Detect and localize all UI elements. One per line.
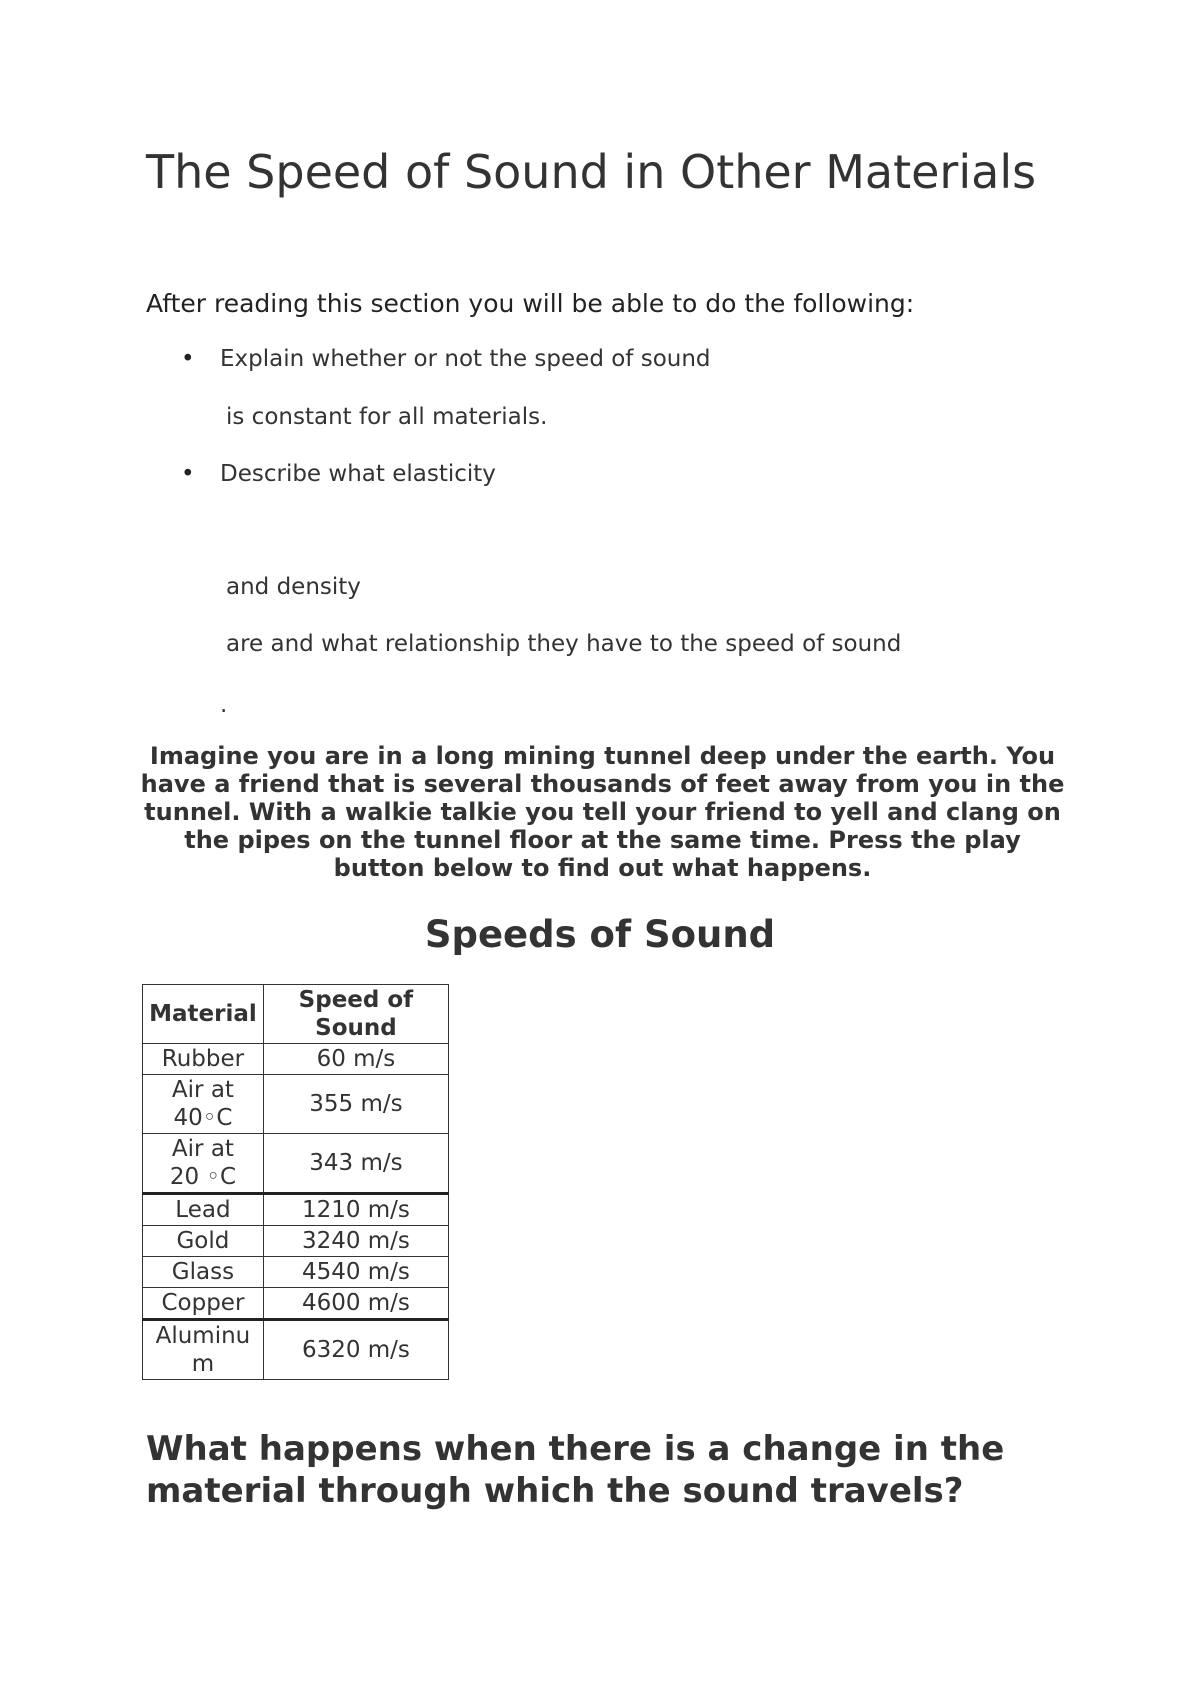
material-cell: [143, 1320, 264, 1380]
material-cell: Rubber: [143, 1044, 264, 1075]
speed-cell: 4540 m/s: [263, 1257, 448, 1288]
table-row: [143, 1257, 449, 1288]
page-title: The Speed of Sound in Other Materials: [146, 145, 1037, 199]
material-cell: Gold: [143, 1226, 264, 1257]
trailing-period: .: [220, 692, 228, 718]
table-row: [143, 1226, 449, 1257]
table-row: [143, 1075, 449, 1134]
material-cell: [143, 1134, 264, 1194]
table-row: [143, 1320, 449, 1380]
speed-cell: 4600 m/s: [263, 1288, 448, 1320]
bullet-continuation: and density: [226, 574, 361, 600]
material-label: Air at 20 ◦C: [169, 1136, 237, 1190]
bullet-continuation: are and what relationship they have to the speed of sound: [226, 631, 902, 657]
table-row: [143, 1288, 449, 1320]
speed-cell: 1210 m/s: [263, 1194, 448, 1226]
material-cell: Glass: [143, 1257, 264, 1288]
intro-text: After reading this section you will be able to do the following:: [146, 289, 915, 318]
bullet-item: Explain whether or not the speed of sound: [220, 346, 711, 372]
material-cell: Lead: [143, 1194, 264, 1226]
table-row: [143, 1194, 449, 1226]
table-row: [143, 1134, 449, 1194]
section-question: What happens when there is a change in the material through which the sound travels?: [146, 1429, 1005, 1511]
header-speed-label: Speed of Sound: [298, 987, 414, 1041]
speed-cell: 355 m/s: [263, 1075, 448, 1134]
table-header-row: [143, 985, 449, 1044]
material-label: Air at 40◦C: [171, 1077, 234, 1131]
speed-cell: 6320 m/s: [263, 1320, 448, 1380]
bullet-item: Describe what elasticity: [220, 461, 496, 487]
material-label: Aluminum: [155, 1323, 251, 1377]
scenario-paragraph: Imagine you are in a long mining tunnel deep under the earth. You have a friend that is several thousands of feet away from you in the tunnel. With a walkie talkie you tell your friend to yell and clang on the pipes on the tunnel floor at the same time. Press the play button below to find out what happens.: [140, 742, 1065, 882]
header-material: Material: [143, 985, 264, 1044]
table-heading: Speeds of Sound: [424, 913, 776, 956]
header-speed: [263, 985, 448, 1044]
bullet-marker: •: [181, 346, 195, 372]
material-cell: [143, 1075, 264, 1134]
speed-cell: 343 m/s: [263, 1134, 448, 1194]
speed-cell: 3240 m/s: [263, 1226, 448, 1257]
material-cell: Copper: [143, 1288, 264, 1320]
bullet-marker: •: [181, 461, 195, 487]
table-row: [143, 1044, 449, 1075]
speed-cell: 60 m/s: [263, 1044, 448, 1075]
speeds-table: [142, 984, 449, 1380]
bullet-continuation: is constant for all materials.: [226, 404, 548, 430]
